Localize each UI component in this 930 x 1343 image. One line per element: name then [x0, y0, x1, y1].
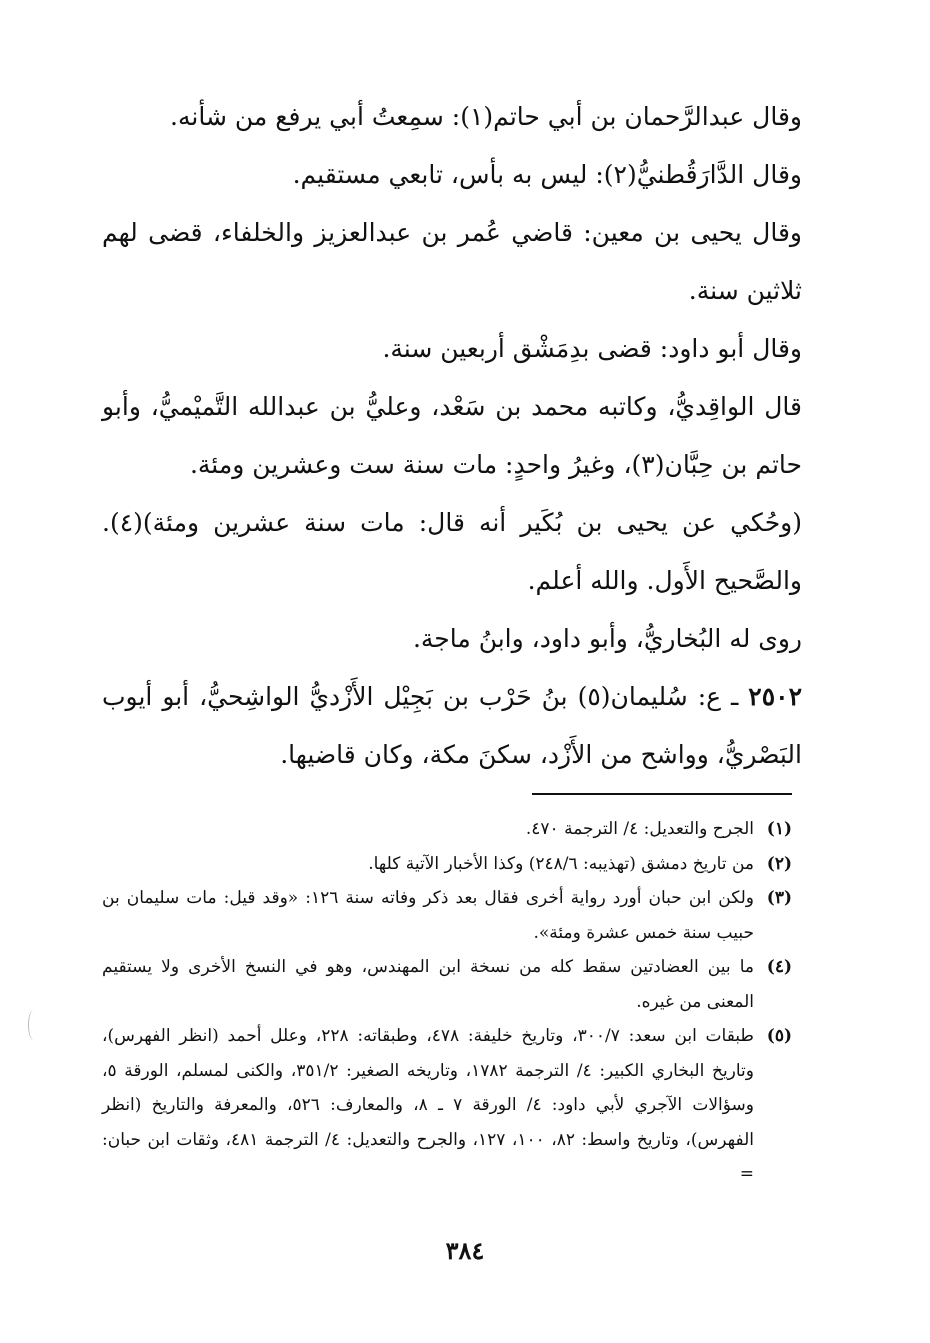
- footnote-1: [102, 812, 792, 847]
- paragraph-5: قال الواقِديُّ، وكاتبه محمد بن سَعْد، وعليُّ بن عبدالله التَّميْميُّ، وأبو حاتم بن حِبَّان(٣)، وغيرُ واحدٍ: مات سنة ست وعشرين ومئة.: [102, 392, 802, 479]
- entry-paragraph: [102, 668, 802, 784]
- footnote-separator: [532, 793, 792, 795]
- page-number: ٣٨٤: [445, 1236, 485, 1265]
- entry-number: ٢٥٠٢: [748, 682, 802, 711]
- footnote-2: [102, 847, 792, 882]
- footnote-number: (١): [766, 819, 792, 839]
- footnote-number: (٥): [766, 1026, 792, 1046]
- footnotes: [102, 812, 792, 1192]
- main-text: [102, 88, 802, 784]
- footnote-5: [102, 1019, 792, 1192]
- paragraph-1: وقال عبدالرَّحمان بن أبي حاتم(١): سمِعتُ أبي يرفع من شأنه.: [170, 102, 802, 131]
- footnote-text: الجرح والتعديل: ٤/ الترجمة ٤٧٠.: [525, 819, 754, 839]
- footnote-text: طبقات ابن سعد: ٣٠٠/٧، وتاريخ خليفة: ٤٧٨، وطبقاته: ٢٢٨، وعلل أحمد (انظر الفهرس)، وتاريخ البخاري الكبير: ٤/ الترجمة ١٧٨٢، وتاريخه الصغير: ٣٥١/٢، والكنى لمسلم، الورقة ٥، وسؤالات الآجري لأبي داود: ٤/ الورقة ٧ ـ ٨، والمعارف: ٥٢٦، والمعرفة والتاريخ (انظر الفهرس)، وتاريخ واسط: ٨٢، ١٠٠، ١٢٧، والجرح والتعديل: ٤/ الترجمة ٤٨١، وثقات ابن حبان: =: [102, 1026, 755, 1184]
- footnote-4: [102, 950, 792, 1019]
- paragraph-4: وقال أبو داود: قضى بدِمَشْق أربعين سنة.: [382, 334, 802, 363]
- paragraph-3: وقال يحيى بن معين: قاضي عُمر بن عبدالعزيز والخلفاء، قضى لهم ثلاثين سنة.: [102, 218, 802, 305]
- footnote-3: [102, 881, 792, 950]
- footnote-number: (٣): [766, 888, 792, 908]
- footnote-text: من تاريخ دمشق (تهذيبه: ٢٤٨/٦) وكذا الأخبار الآتية كلها.: [368, 853, 754, 874]
- footnote-text: ولكن ابن حبان أورد رواية أخرى فقال بعد ذكر وفاته سنة ١٢٦: «وقد قيل: مات سليمان بن حبيب سنة خمس عشرة ومئة».: [102, 888, 754, 943]
- entry-text: ـ ع: سُليمان(٥) بنُ حَرْب بن بَجِيْل الأَزْديُّ الواشِحيُّ، أبو أيوب البَصْريُّ، وواشح من الأَزْد، سكنَ مكة، وكان قاضيها.: [102, 682, 802, 769]
- footnote-number: (٤): [766, 957, 792, 977]
- paragraph-7: روى له البُخاريُّ، وأبو داود، وابنُ ماجة.: [412, 624, 802, 653]
- margin-mark: [28, 1010, 39, 1040]
- paragraph-6: (وحُكي عن يحيى بن بُكَير أنه قال: مات سنة عشرين ومئة)(٤). والصَّحيح الأَول. والله أعلم.: [102, 508, 802, 595]
- paragraph-2: وقال الدَّارَقُطنيُّ(٢): ليس به بأس، تابعي مستقيم.: [292, 160, 802, 189]
- footnote-number: (٢): [766, 853, 792, 874]
- footnote-text: ما بين العضادتين سقط كله من نسخة ابن المهندس، وهو في النسخ الأخرى ولا يستقيم المعنى من غيره.: [102, 957, 754, 1012]
